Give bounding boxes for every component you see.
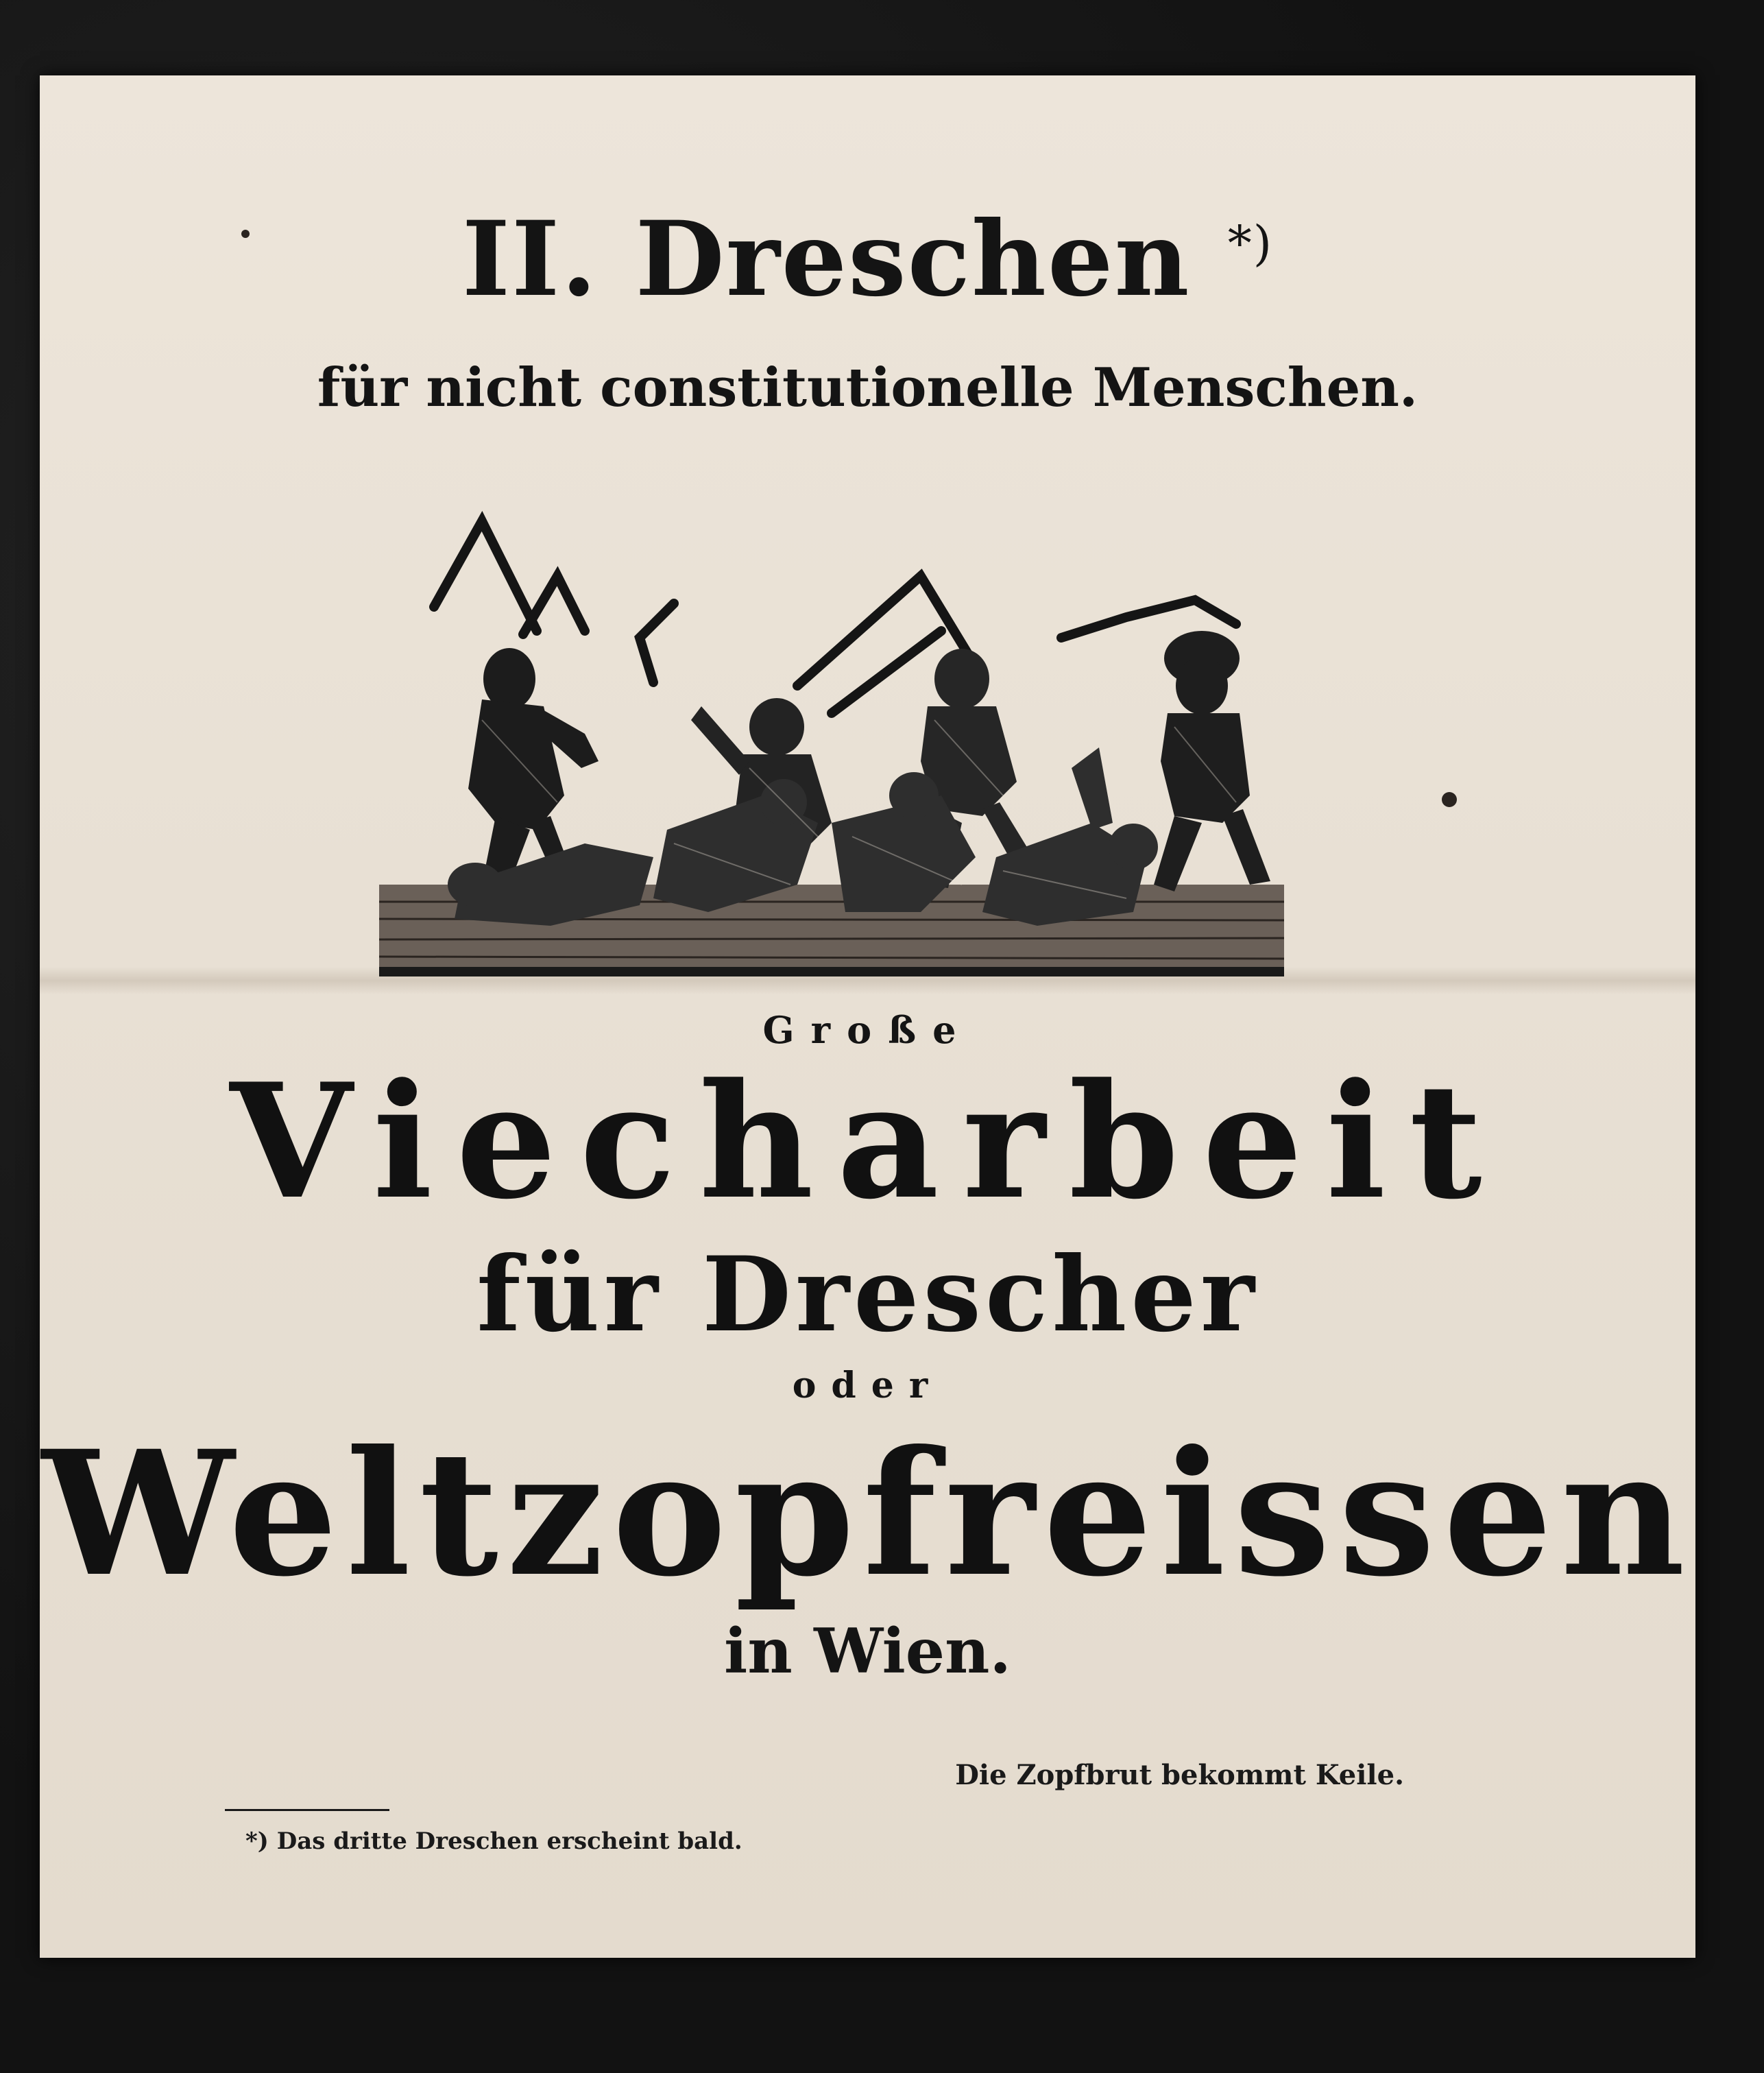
heading-oder: oder <box>792 1365 943 1406</box>
woodcut-threshing-scene-icon <box>379 501 1284 981</box>
poster-title <box>40 199 1695 320</box>
heading-viecharbeit: Viecharbeit <box>230 1049 1506 1234</box>
signature-line: Die Zopfbrut bekommt Keile. <box>955 1759 1404 1791</box>
ink-spot <box>1442 792 1457 807</box>
heading-grosse: Große <box>762 1008 973 1052</box>
footnote-rule <box>225 1809 389 1811</box>
heading-in-wien: in Wien. <box>724 1615 1011 1688</box>
heading-weltzopfreissen: Weltzopfreissen <box>41 1413 1693 1614</box>
poster-subtitle: für nicht constitutionelle Menschen. <box>317 357 1418 419</box>
title-text: II. Dreschen <box>461 199 1191 320</box>
document-sheet <box>40 75 1695 1958</box>
title-footnote-mark: *) <box>1227 215 1274 272</box>
footnote: *) Das dritte Dreschen erscheint bald. <box>245 1828 742 1855</box>
heading-fuer-drescher: für Drescher <box>476 1234 1259 1355</box>
